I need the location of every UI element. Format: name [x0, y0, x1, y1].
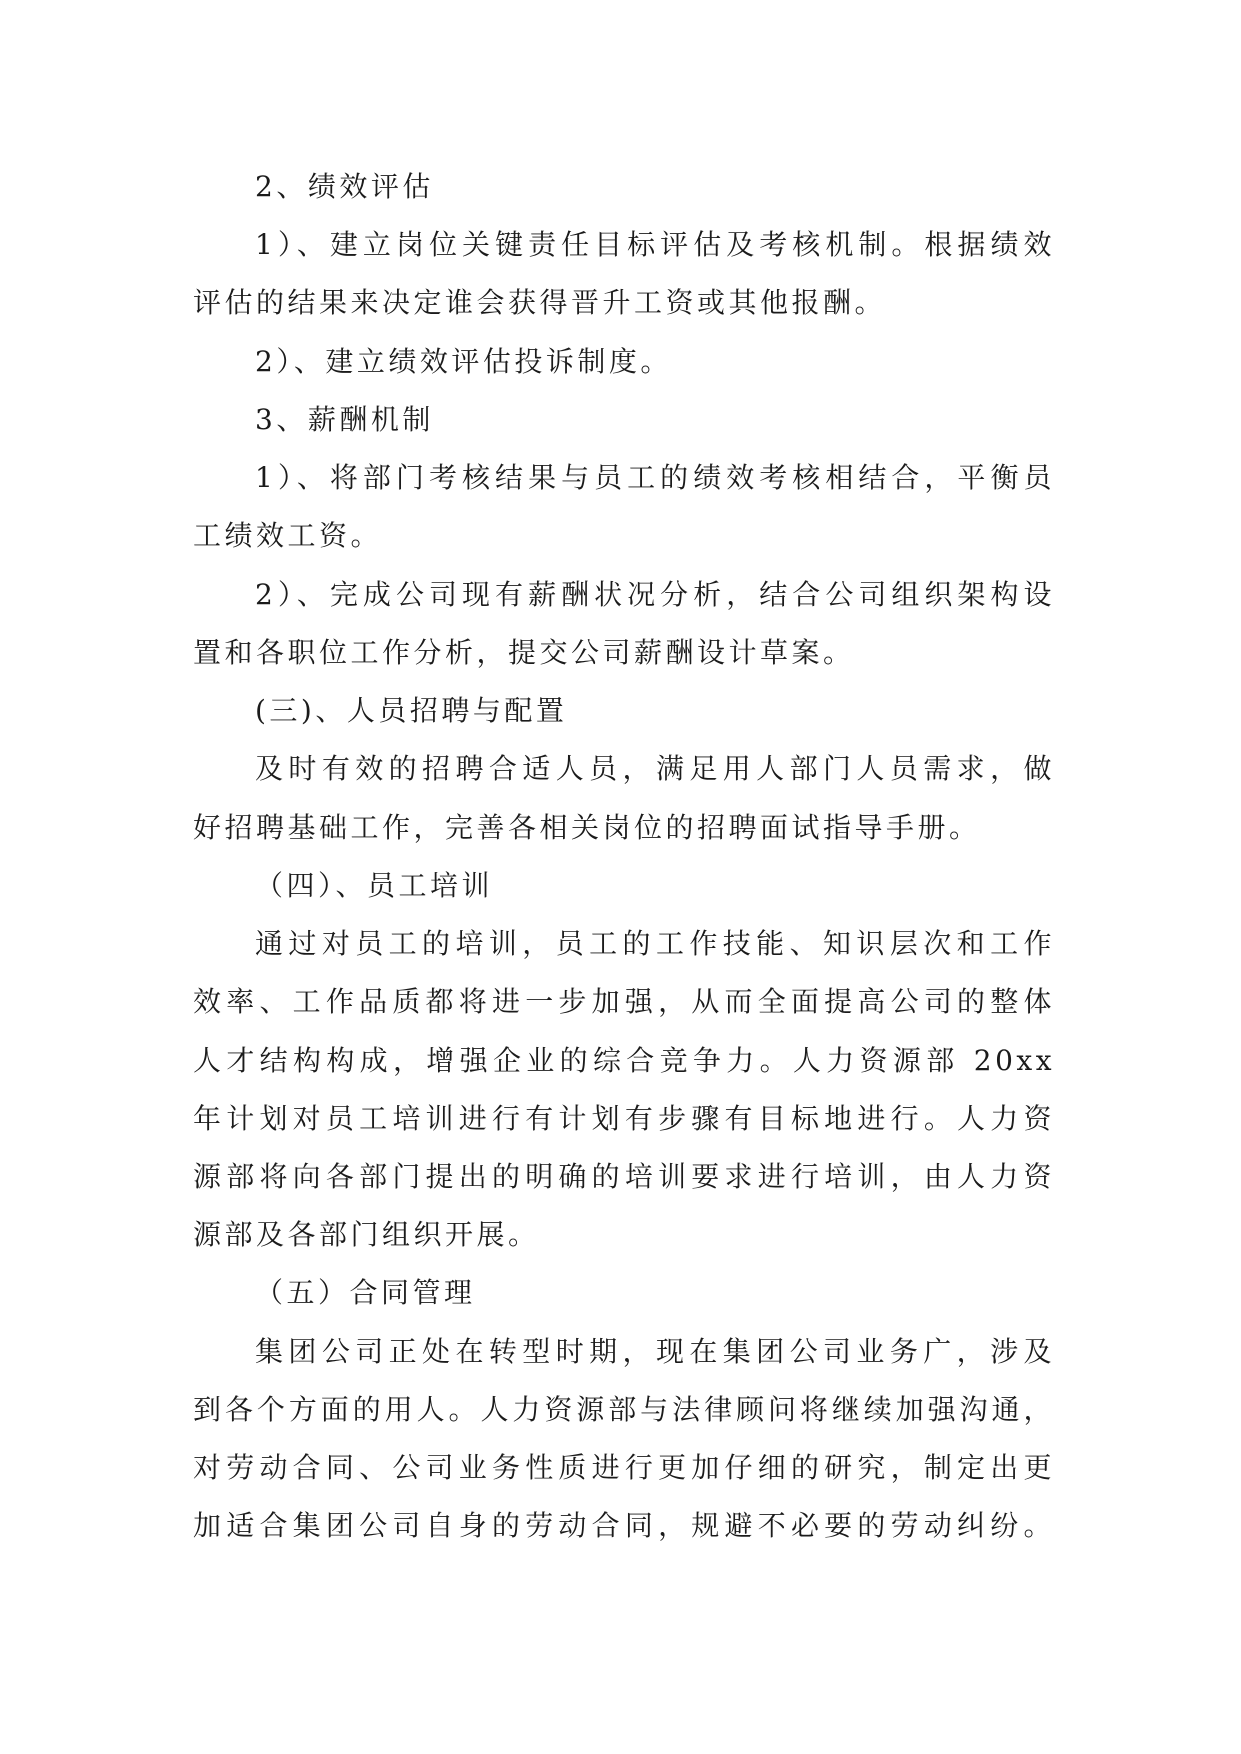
section-heading: [193, 391, 1055, 449]
paragraph-line: 2）、完成公司现有薪酬状况分析，结合公司组织架构设: [255, 577, 1055, 611]
paragraph: [193, 333, 1055, 391]
paragraph-line: 集团公司正处在转型时期，现在集团公司业务广，涉及: [255, 1334, 1055, 1368]
paragraph-line: 及时有效的招聘合适人员，满足用人部门人员需求，做: [255, 752, 1055, 786]
paragraph-line: 源部及各部门组织开展。: [193, 1218, 540, 1252]
paragraph: [193, 1323, 1055, 1556]
paragraph-line: 2）、建立绩效评估投诉制度。: [255, 344, 672, 378]
paragraph-line: 到各个方面的用人。人力资源部与法律顾问将继续加强沟通，: [193, 1392, 1055, 1426]
heading-text: (三)、人员招聘与配置: [255, 694, 568, 728]
paragraph-line: 源部将向各部门提出的明确的培训要求进行培训，由人力资: [193, 1159, 1055, 1193]
section-heading: [193, 682, 1055, 740]
paragraph-line: 年计划对员工培训进行有计划有步骤有目标地进行。人力资: [193, 1101, 1055, 1135]
paragraph: [193, 216, 1055, 332]
paragraph-line: 1）、建立岗位关键责任目标评估及考核机制。根据绩效: [255, 228, 1055, 262]
section-heading: [193, 857, 1055, 915]
section-heading: [193, 158, 1055, 216]
heading-text: （五）合同管理: [255, 1276, 476, 1310]
paragraph: [193, 566, 1055, 682]
paragraph-line: 效率、工作品质都将进一步加强，从而全面提高公司的整体: [193, 985, 1055, 1019]
document-page: [193, 158, 1055, 1556]
section-heading: [193, 1264, 1055, 1322]
heading-text: 3、薪酬机制: [255, 402, 434, 436]
heading-text: （四）、员工培训: [255, 868, 494, 902]
paragraph-line: 通过对员工的培训，员工的工作技能、知识层次和工作: [255, 927, 1055, 961]
paragraph-line: 置和各职位工作分析，提交公司薪酬设计草案。: [193, 635, 855, 669]
paragraph: [193, 449, 1055, 565]
paragraph-line: 对劳动合同、公司业务性质进行更加仔细的研究，制定出更: [193, 1451, 1055, 1485]
paragraph: [193, 740, 1055, 856]
paragraph-line: 加适合集团公司自身的劳动合同，规避不必要的劳动纠纷。: [193, 1509, 1055, 1543]
paragraph: [193, 915, 1055, 1264]
paragraph-line: 评估的结果来决定谁会获得晋升工资或其他报酬。: [193, 286, 887, 320]
paragraph-line: 1）、将部门考核结果与员工的绩效考核相结合，平衡员: [255, 461, 1055, 495]
paragraph-line: 好招聘基础工作，完善各相关岗位的招聘面试指导手册。: [193, 810, 981, 844]
paragraph-line: 人才结构构成，增强企业的综合竞争力。人力资源部 20xx: [193, 1043, 1055, 1077]
heading-text: 2、绩效评估: [255, 170, 434, 203]
paragraph-line: 工绩效工资。: [193, 519, 383, 553]
